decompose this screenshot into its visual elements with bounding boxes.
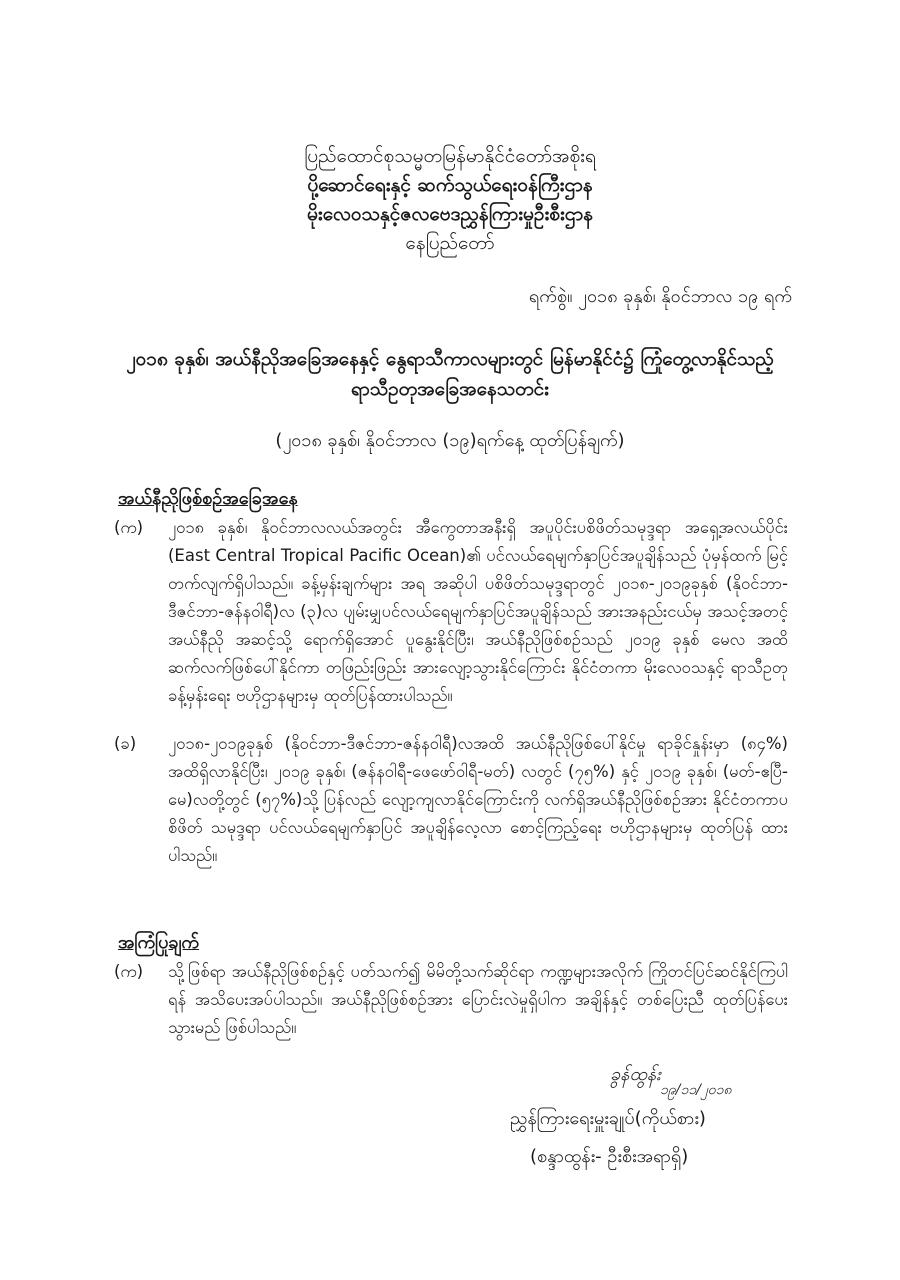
letterhead: [0, 142, 900, 258]
item-text: သို့ဖြစ်ရာ အယ်နီညိုဖြစ်စဉ်နှင့် ပတ်သက်၍ မိမိတို့သက်ဆိုင်ရာ ကဏ္ဍများအလိုက် ကြိုတင်ပြင်ဆင်နိုင်ကြပါရန် အသိပေးအပ်ပါသည်။ အယ်နီညိုဖြစ်စဉ်အား ပြောင်းလဲမှုရှိပါက အချိန်နှင့် တစ်ပြေးညီ ထုတ်ပြန်ပေးသွားမည် ဖြစ်ပါသည်။: [168, 962, 788, 1037]
title-line-2: ရာသီဥတုအခြေအနေသတင်း: [351, 378, 549, 400]
bulletin-date-line: (၂၀၁၈ ခုနှစ်၊ နိုဝင်ဘာလ (၁၉)ရက်နေ့ ထုတ်ပြန်ချက်): [275, 430, 625, 451]
item-text: ၂၀၁၈ ခုနှစ်၊ နိုဝင်ဘာလလယ်အတွင်း အီကွေတာအနီးရှိ အပူပိုင်းပစိဖိတ်သမုဒ္ဒရာ အရှေ့အလယ်ပိုင်း (East Central Tropical Pacific Ocean)၏ ပင်လယ်ရေမျက်နှာပြင်အပူချိန်သည် ပုံမှန်ထက် မြင့်တက်လျက်ရှိပါသည်။ ခန့်မှန်းချက်များ အရ အဆိုပါ ပစိဖိတ်သမုဒ္ဒရာတွင် ၂၀၁၈-၂၀၁၉ခုနှစ် (နိုဝင်ဘာ-ဒီဇင်ဘာ-ဇန်နဝါရီ)လ (၃)လ ပျမ်းမျှပင်လယ်ရေမျက်နှာပြင်အပူချိန်သည် အားအနည်းငယ်မှ အသင့်အတင့် အယ်နီညို အဆင့်သို့ ရောက်ရှိအောင် ပူနွေးနိုင်ပြီး၊ အယ်နီညိုဖြစ်စဉ်သည် ၂၀၁၉ ခုနှစ် မေလ အထိ ဆက်လက်ဖြစ်ပေါ်နိုင်ကာ တဖြည်းဖြည်း အားလျော့သွားနိုင်ကြောင်း နိုင်ငံတကာ မိုးလေဝသနှင့် ရာသီဥတုခန့်မှန်းရေး ဗဟိုဌာနများမှ ထုတ်ပြန်ထားပါသည်။: [168, 518, 788, 705]
item-marker: (က): [114, 518, 144, 537]
department-name: မိုးလေဝသနှင့်ဇလဗေဒညွှန်ကြားမှုဦးစီးဌာန: [307, 203, 593, 225]
paragraph-item: [114, 730, 788, 870]
reference-date: ရက်စွဲ။ ၂၀၁၈ ခုနှစ်၊ နိုဝင်ဘာလ ၁၉ ရက်: [528, 286, 792, 307]
government-name: ပြည်ထောင်စုသမ္မတမြန်မာနိုင်ငံတော်အစိုးရ: [304, 145, 596, 167]
signature-date: ၁၉/၁၁/၂၀၁၈: [660, 1082, 732, 1098]
item-text: ၂၀၁၈-၂၀၁၉ခုနှစ် (နိုဝင်ဘာ-ဒီဇင်ဘာ-ဇန်နဝါရီ)လအထိ အယ်နီညိုဖြစ်ပေါ်နိုင်မှု ရာခိုင်နှုန်းမှာ (၈၄%) အထိရှိလာနိုင်ပြီး၊ ၂၀၁၉ ခုနှစ်၊ (ဇန်နဝါရီ-ဖေဖော်ဝါရီ-မတ်) လတွင် (၇၅%) နှင့် ၂၀၁၉ ခုနှစ်၊ (မတ်-ဧပြီ-မေ)လတို့တွင် (၅၇%)သို့ ပြန်လည် လျော့ကျလာနိုင်ကြောင်းကို လက်ရှိအယ်နီညိုဖြစ်စဉ်အား နိုင်ငံတကာပစိဖိတ် သမုဒ္ဒရာ ပင်လယ်ရေမျက်နှာပြင် အပူချိန်လေ့လာ စောင့်ကြည့်ရေး ဗဟိုဌာနများမှ ထုတ်ပြန် ထားပါသည်။: [168, 734, 788, 865]
signatory-note: (စန္ဒာထွန်း- ဦးစီးအရာရှိ): [530, 1146, 689, 1167]
item-marker: (ခ): [114, 734, 137, 753]
section-heading-elnino-status: အယ်နီညိုဖြစ်စဉ်အခြေအနေ: [118, 488, 298, 509]
handwritten-signature: ခွန်ထွန်း: [610, 1064, 661, 1085]
item-marker: (က): [114, 962, 144, 981]
city-name: နေပြည်တော်: [405, 232, 495, 254]
paragraph-item: [114, 514, 788, 710]
signatory-title: ညွှန်ကြားရေးမှူးချုပ်(ကိုယ်စား): [510, 1108, 706, 1129]
title-line-1: ၂၀၁၈ ခုနှစ်၊ အယ်နီညိုအခြေအနေနှင့် နွေရာသီကာလများတွင် မြန်မာနိုင်ငံ၌ ကြုံတွေ့လာနိုင်သည့်: [126, 348, 774, 370]
ministry-name: ပို့ဆောင်ရေးနှင့် ဆက်သွယ်ရေးဝန်ကြီးဌာန: [307, 174, 593, 196]
paragraph-item: [114, 958, 788, 1042]
section-heading-recommendation: အကြံပြုချက်: [118, 932, 200, 953]
document-title: [60, 344, 840, 404]
